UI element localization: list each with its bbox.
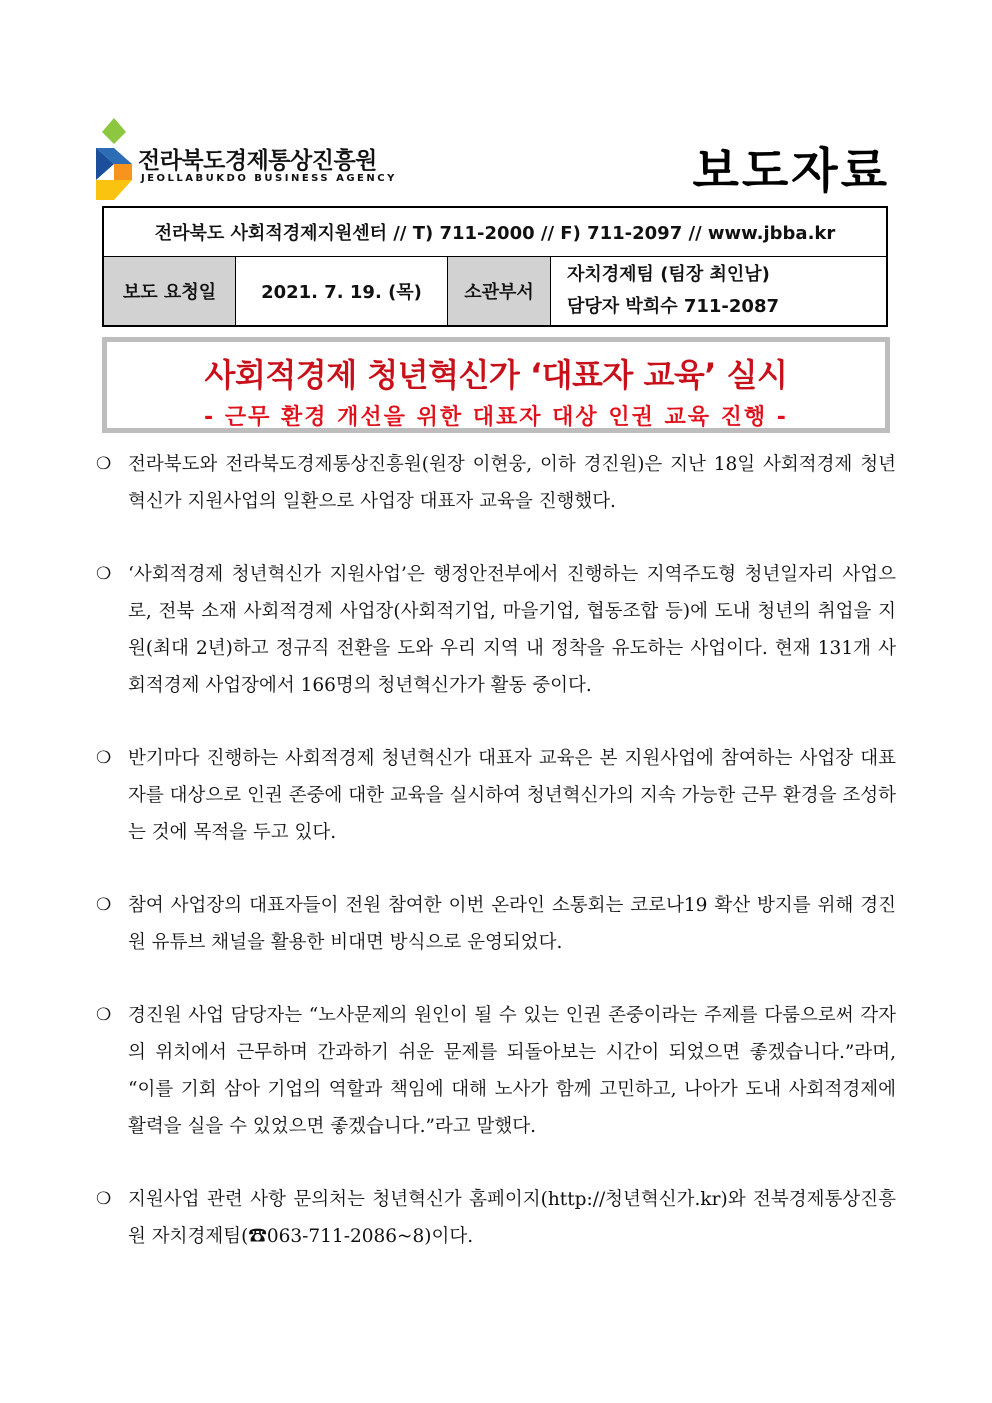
- press-body: [94, 446, 896, 1291]
- headline-title: 사회적경제 청년혁신가 ‘대표자 교육’ 실시: [204, 356, 788, 394]
- department-team: 자치경제팀 (팀장 최인남): [567, 264, 770, 285]
- document-type-heading: 보도자료: [692, 143, 890, 199]
- body-paragraph: [94, 1181, 896, 1255]
- body-paragraph: [94, 740, 896, 851]
- agency-logo-mark-icon: [92, 118, 136, 204]
- release-date-label: 보도 요청일: [104, 257, 236, 325]
- release-date-value: 2021. 7. 19. (목): [236, 257, 448, 325]
- paragraph-text: 경진원 사업 담당자는 “노사문제의 원인이 될 수 있는 인권 존중이라는 주제를 다룸으로써 각자의 위치에서 근무하며 간과하기 쉬운 문제를 되돌아보는 시간이 되었으면 좋겠습니다.”라며, “이를 기회 삼아 기업의 역할과 책임에 대해 노사가 함께 고민하고, 나아가 도내 사회적경제에 활력을 실을 수 있었으면 좋겠습니다.”라고 말했다.: [128, 1005, 896, 1137]
- bullet-circle-icon: ❍: [96, 1005, 112, 1025]
- release-info-row: [104, 257, 886, 325]
- paragraph-text: 참여 사업장의 대표자들이 전원 참여한 이번 온라인 소통회는 코로나19 확산 방지를 위해 경진원 유튜브 채널을 활용한 비대면 방식으로 운영되었다.: [128, 895, 896, 953]
- department-label: 소관부서: [448, 257, 551, 325]
- contact-line: 전라북도 사회적경제지원센터 // T) 711-2000 // F) 711-2097 // www.jbba.kr: [104, 208, 886, 257]
- paragraph-text: 지원사업 관련 사항 문의처는 청년혁신가 홈페이지(http://청년혁신가.kr)와 전북경제통상진흥원 자치경제팀(☎063-711-2086~8)이다.: [128, 1189, 896, 1247]
- body-paragraph: [94, 446, 896, 520]
- bullet-circle-icon: ❍: [96, 1189, 112, 1209]
- department-contact: 담당자 박희수 711-2087: [567, 296, 780, 317]
- body-paragraph: [94, 997, 896, 1145]
- bullet-circle-icon: ❍: [96, 895, 112, 915]
- headline-subtitle: - 근무 환경 개선을 위한 대표자 대상 인권 교육 진행 -: [204, 405, 788, 430]
- bullet-circle-icon: ❍: [96, 454, 112, 474]
- org-name-korean: 전라북도경제통상진흥원: [138, 148, 377, 174]
- body-paragraph: [94, 556, 896, 704]
- press-info-table: [102, 206, 888, 327]
- headline-box: [102, 337, 890, 433]
- paragraph-text: 반기마다 진행하는 사회적경제 청년혁신가 대표자 교육은 본 지원사업에 참여하는 사업장 대표자를 대상으로 인권 존중에 대한 교육을 실시하여 청년혁신가의 지속 가능한 근무 환경을 조성하는 것에 목적을 두고 있다.: [128, 748, 896, 843]
- department-value: [551, 257, 886, 325]
- bullet-circle-icon: ❍: [96, 564, 112, 584]
- org-name-english: JEOLLABUKDO BUSINESS AGENCY: [141, 173, 397, 184]
- paragraph-text: 전라북도와 전라북도경제통상진흥원(원장 이현웅, 이하 경진원)은 지난 18일 사회적경제 청년혁신가 지원사업의 일환으로 사업장 대표자 교육을 진행했다.: [128, 454, 896, 512]
- agency-logo: [92, 118, 412, 208]
- bullet-circle-icon: ❍: [96, 748, 112, 768]
- paragraph-text: ‘사회적경제 청년혁신가 지원사업’은 행정안전부에서 진행하는 지역주도형 청년일자리 사업으로, 전북 소재 사회적경제 사업장(사회적기업, 마을기업, 협동조합 등)에 도내 청년의 취업을 지원(최대 2년)하고 정규직 전환을 도와 우리 지역 내 정착을 유도하는 사업이다. 현재 131개 사회적경제 사업장에서 166명의 청년혁신가가 활동 중이다.: [128, 564, 896, 696]
- body-paragraph: [94, 887, 896, 961]
